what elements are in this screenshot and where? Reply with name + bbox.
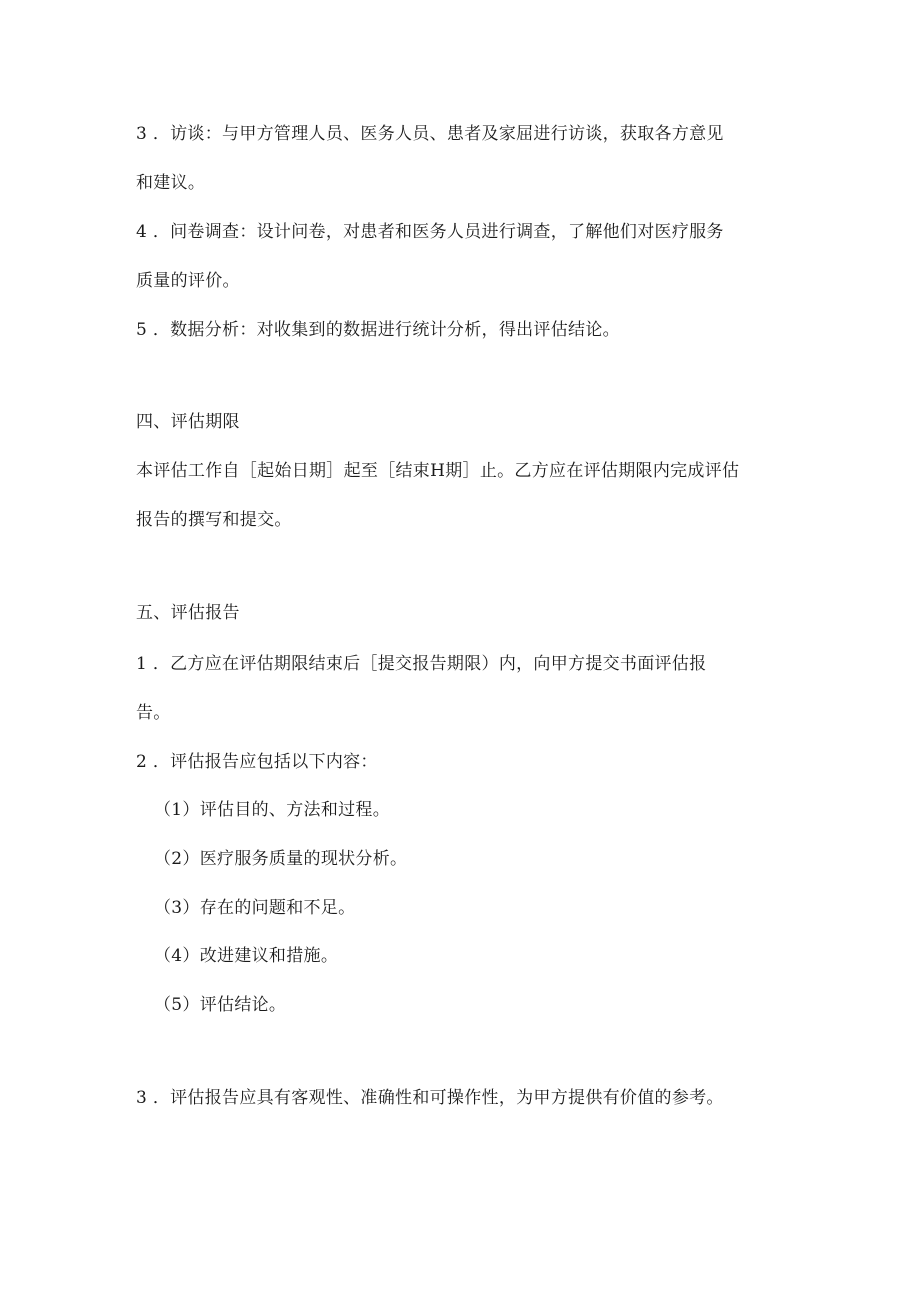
report-item-3: 3 ．评估报告应具有客观性、准确性和可操作性，为甲方提供有价值的参考。 <box>136 1088 724 1108</box>
report-subitem-4: （4）改进建议和措施。 <box>154 946 339 966</box>
item-4-questionnaire-line-2: 质量的评价。 <box>136 271 240 291</box>
evaluation-period-line-2: 报告的撰写和提交。 <box>136 510 292 530</box>
section-heading-evaluation-period: 四、评估期限 <box>136 412 240 432</box>
item-3-interview-line-1: 3 ．访谈：与甲方管理人员、医务人员、患者及家屈进行访谈，获取各方意见 <box>136 124 724 144</box>
report-item-2: 2 ．评估报告应包括以下内容： <box>136 752 378 772</box>
report-item-1-line-2: 告。 <box>136 703 171 723</box>
evaluation-period-line-1: 本评估工作自［起始日期］起至［结束H期］止。乙方应在评估期限内完成评估 <box>136 461 740 481</box>
report-subitem-2: （2）医疗服务质量的现状分析。 <box>154 849 408 869</box>
item-5-data-analysis: 5 ．数据分析：对收集到的数据进行统计分析，得出评估结论。 <box>136 320 620 340</box>
report-subitem-3: （3）存在的问题和不足。 <box>154 898 356 918</box>
report-item-1-line-1: 1 ．乙方应在评估期限结束后［提交报告期限）内，向甲方提交书面评估报 <box>136 654 707 674</box>
item-4-questionnaire-line-1: 4 ．问卷调查：设计问卷，对患者和医务人员进行调查，了解他们对医疗服务 <box>136 222 724 242</box>
section-heading-evaluation-report: 五、评估报告 <box>136 603 240 623</box>
report-subitem-5: （5）评估结论。 <box>154 995 287 1015</box>
item-3-interview-line-2: 和建议。 <box>136 173 206 193</box>
report-subitem-1: （1）评估目的、方法和过程。 <box>154 800 391 820</box>
